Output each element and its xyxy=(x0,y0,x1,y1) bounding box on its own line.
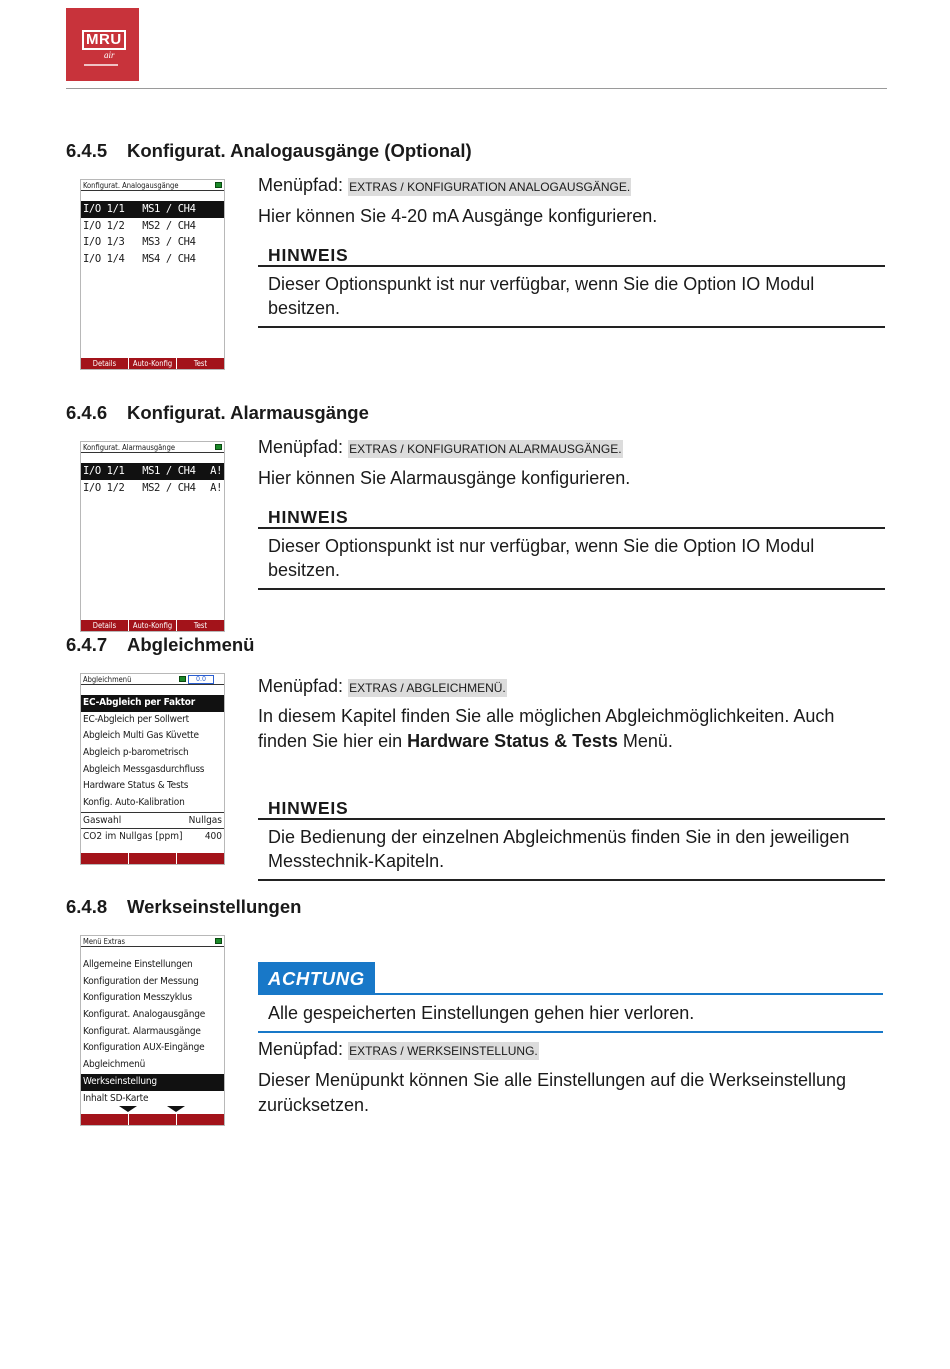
body-text: Hier können Sie Alarmausgänge konfigurieren. xyxy=(258,468,631,488)
device-screen-alarm-outputs xyxy=(80,441,225,632)
note-text: Dieser Optionspunkt ist nur verfügbar, wenn Sie die Option IO Modul besitzen. xyxy=(258,267,885,328)
menu-path: Menüpfad: EXTRAS / KONFIGURATION ALARMAUSGÄNGE. xyxy=(258,437,622,457)
softkey-right[interactable] xyxy=(177,853,224,864)
screen-menu-item[interactable]: Werkseinstellung xyxy=(81,1074,224,1091)
bold-term: Hardware Status & Tests xyxy=(407,731,618,751)
screen-setting-row[interactable]: Gaswahl Nullgas xyxy=(81,812,224,828)
logo-subtext: air xyxy=(104,50,115,60)
screen-list-item[interactable]: I/O 1/4 MS4 / CH4 xyxy=(83,252,196,265)
note-title: HINWEIS xyxy=(258,796,885,820)
softkey-left[interactable] xyxy=(81,853,129,864)
warning-text: Alle gespeicherten Einstellungen gehen hier verloren. xyxy=(258,995,883,1033)
menu-path-value: EXTRAS / KONFIGURATION ALARMAUSGÄNGE. xyxy=(349,442,622,456)
setting-value: Nullgas xyxy=(188,814,222,826)
device-screen-extras-menu xyxy=(80,935,225,1126)
screen-menu-item[interactable]: Abgleich Multi Gas Küvette xyxy=(83,730,199,742)
body-text: Hier können Sie 4-20 mA Ausgänge konfigurieren. xyxy=(258,206,658,226)
screen-title: Menü Extras xyxy=(81,936,224,947)
section-heading-6-4-7 xyxy=(66,634,254,656)
softkey-auto-konfig[interactable]: Auto-Konfig xyxy=(129,358,177,369)
section-heading-6-4-8 xyxy=(66,896,301,918)
softkey-auto-konfig[interactable]: Auto-Konfig xyxy=(129,620,177,631)
warning-title: ACHTUNG xyxy=(258,962,375,994)
screen-list-item[interactable]: I/O 1/1 MS1 / CH4 A! xyxy=(81,463,224,480)
screen-menu-item[interactable]: Konfiguration Messzyklus xyxy=(83,992,193,1004)
note-title: HINWEIS xyxy=(258,243,885,267)
alarm-flag: A! xyxy=(210,465,222,477)
screen-menu-item[interactable]: Inhalt SD-Karte xyxy=(83,1092,149,1104)
battery-icon xyxy=(215,444,222,450)
screen-menu-item[interactable]: Konfiguration AUX-Eingänge xyxy=(83,1042,205,1054)
note-title: HINWEIS xyxy=(258,505,885,529)
screen-menu-item[interactable]: Konfigurat. Analogausgänge xyxy=(83,1009,206,1021)
screen-menu-item[interactable]: Allgemeine Einstellungen xyxy=(83,959,193,970)
screen-menu-item[interactable]: Hardware Status & Tests xyxy=(83,780,189,792)
device-screen-calibration-menu xyxy=(80,673,225,865)
menu-path: Menüpfad: EXTRAS / KONFIGURATION ANALOGAUSGÄNGE. xyxy=(258,175,631,195)
screen-softkey-bar xyxy=(81,853,224,864)
section-number: 6.4.5 xyxy=(66,140,108,161)
battery-icon xyxy=(215,182,222,188)
note-box xyxy=(258,796,885,881)
screen-list-item[interactable]: I/O 1/3 MS3 / CH4 xyxy=(83,236,196,248)
softkey-middle[interactable] xyxy=(129,1114,177,1125)
screen-menu-item[interactable]: Konfiguration der Messung xyxy=(83,975,199,987)
device-screen-analog-outputs xyxy=(80,179,225,370)
note-text: Dieser Optionspunkt ist nur verfügbar, wenn Sie die Option IO Modul besitzen. xyxy=(258,529,885,590)
softkey-details[interactable]: Details xyxy=(81,620,129,631)
screen-menu-item[interactable]: Konfigurat. Alarmausgänge xyxy=(83,1025,201,1037)
section-title: Konfigurat. Analogausgänge (Optional) xyxy=(127,140,472,161)
softkey-left[interactable] xyxy=(81,1114,129,1125)
section-number: 6.4.6 xyxy=(66,402,108,423)
screen-menu-item[interactable]: Abgleichmenü xyxy=(83,1059,146,1071)
screen-list-item[interactable]: I/O 1/2 MS2 / CH4 A! xyxy=(81,480,224,497)
softkey-test[interactable]: Test xyxy=(193,359,208,368)
menu-path-value: EXTRAS / ABGLEICHMENÜ. xyxy=(349,681,506,695)
softkey-details[interactable]: Details xyxy=(81,358,129,369)
section-number: 6.4.7 xyxy=(66,634,108,655)
section-heading-6-4-5 xyxy=(66,140,472,162)
section-title: Werkseinstellungen xyxy=(127,896,302,917)
menu-path: Menüpfad: EXTRAS / ABGLEICHMENÜ. xyxy=(258,676,506,696)
section-title: Konfigurat. Alarmausgänge xyxy=(127,402,369,423)
softkey-test[interactable]: Test xyxy=(193,621,208,630)
screen-menu-item[interactable]: EC-Abgleich per Sollwert xyxy=(83,713,189,725)
screen-softkey-bar xyxy=(81,358,224,369)
battery-icon xyxy=(215,938,222,944)
menu-path-value: EXTRAS / WERKSEINSTELLUNG. xyxy=(349,1044,538,1058)
battery-icon xyxy=(179,676,186,682)
logo-text: MRU xyxy=(82,30,126,50)
softkey-middle[interactable] xyxy=(129,853,177,864)
note-text: Die Bedienung der einzelnen Abgleichmenüs finden Sie in den jeweiligen Messtechnik-Kapiteln. xyxy=(258,820,885,881)
menu-path-value: EXTRAS / KONFIGURATION ANALOGAUSGÄNGE. xyxy=(349,180,631,194)
screen-title: Abgleichmenü 0.0 xyxy=(81,674,224,685)
screen-menu-item[interactable]: EC-Abgleich per Faktor xyxy=(81,695,224,712)
company-logo xyxy=(66,8,139,81)
alarm-flag: A! xyxy=(210,481,222,494)
logo-underline xyxy=(84,64,118,66)
body-text: In diesem Kapitel finden Sie alle möglichen Abgleichmöglichkeiten. Auch finden Sie hier ein Hardware Status & Tests Menü. xyxy=(258,706,835,751)
scroll-down-icon xyxy=(167,1106,185,1112)
screen-menu-item[interactable]: Abgleich p-barometrisch xyxy=(83,747,189,759)
softkey-right[interactable] xyxy=(177,1114,224,1125)
screen-title: Konfigurat. Analogausgänge xyxy=(81,180,224,191)
screen-list-item[interactable]: I/O 1/1 MS1 / CH4 xyxy=(81,201,224,218)
setting-value: 400 xyxy=(204,830,222,842)
note-box xyxy=(258,505,885,590)
screen-menu-item[interactable]: Abgleich Messgasdurchfluss xyxy=(83,763,205,775)
external-power-indicator: 0.0 xyxy=(188,675,214,684)
warning-box xyxy=(258,962,883,1033)
menu-path: Menüpfad: EXTRAS / WERKSEINSTELLUNG. xyxy=(258,1039,538,1059)
header-divider xyxy=(66,88,887,89)
section-heading-6-4-6 xyxy=(66,402,369,424)
screen-list-item[interactable]: I/O 1/2 MS2 / CH4 xyxy=(83,219,196,232)
screen-softkey-bar xyxy=(81,1114,224,1125)
section-number: 6.4.8 xyxy=(66,896,108,917)
section-title: Abgleichmenü xyxy=(127,634,255,655)
screen-setting-row[interactable]: CO2 im Nullgas [ppm] 400 xyxy=(81,828,224,844)
note-box xyxy=(258,243,885,328)
screen-title: Konfigurat. Alarmausgänge xyxy=(81,442,224,453)
scroll-down-icon xyxy=(119,1106,137,1112)
body-text: Dieser Menüpunkt können Sie alle Einstellungen auf die Werkseinstellung zurücksetzen. xyxy=(258,1070,847,1115)
screen-menu-item[interactable]: Konfig. Auto-Kalibration xyxy=(83,797,185,809)
screen-softkey-bar xyxy=(81,620,224,631)
